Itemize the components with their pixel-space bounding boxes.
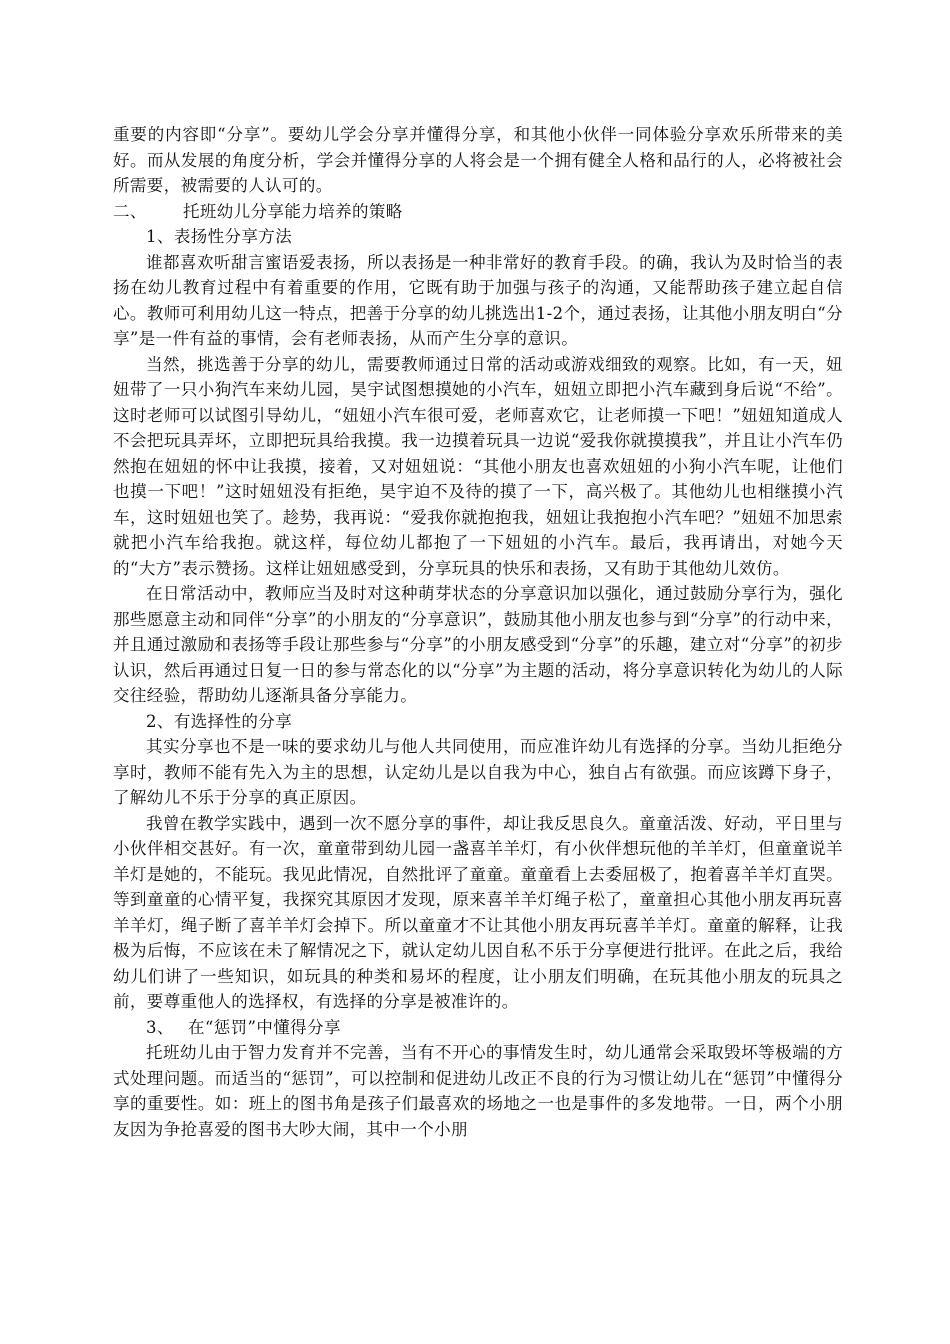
subsection-title: 表扬性分享方法 [173, 227, 293, 246]
subsection-title: 有选择性的分享 [173, 711, 293, 731]
paragraph-selective-sharing: 其实分享也不是一味的要求幼儿与他人共同使用，而应准许幼儿有选择的分享。当幼儿拒绝分享时，教师不能有先入为主的思想，认定幼儿是以自我为中心，独自占有欲强。而应该蹲下身子，了解幼儿不乐于分享的真正原因。 [113, 737, 843, 807]
paragraph-intro: 重要的内容即“分享”。要幼儿学会分享并懂得分享，和其他小伙伴一同体验分享欢乐所带来的美好。而从发展的角度分析，学会并懂得分享的人将会是一个拥有健全人格和品行的人，必将被社会所需要，被需要的人认可的。 [113, 125, 843, 195]
paragraph-praise-method: 谁都喜欢听甜言蜜语爱表扬，所以表扬是一种非常好的教育手段。的确，我认为及时恰当的表扬在幼儿教育过程中有着重要的作用，它既有助于加强与孩子的沟通，又能帮助孩子建立起自信心。教师可利用幼儿这一特点，把善于分享的幼儿挑选出1-2个，通过表扬，让其他小朋友明白“分享”是一件有益的事情，会有老师表扬，从而产生分享的意识。 [113, 252, 843, 348]
section-heading-2 [113, 199, 843, 225]
paragraph-niuniu-story: 当然，挑选善于分享的幼儿，需要教师通过日常的活动或游戏细致的观察。比如，有一天，妞妞带了一只小狗汽车来幼儿园，昊宇试图想摸她的小汽车，妞妞立即把小汽车藏到身后说“不给”。这时老师可以试图引导幼儿，“妞妞小汽车很可爱，老师喜欢它，让老师摸一下吧！”妞妞知道成人不会把玩具弄坏，立即把玩具给我摸。我一边摸着玩具一边说“爱我你就摸摸我”，并且让小汽车仍然抱在妞妞的怀中让我摸，接着，又对妞妞说：“其他小朋友也喜欢妞妞的小狗小汽车呢，让他们也摸一下吧！”这时妞妞没有拒绝，昊宇迫不及待的摸了一下，高兴极了。其他幼儿也相继摸小汽车，这时妞妞也笑了。趁势，我再说：“爱我你就抱抱我，妞妞让我抱抱小汽车吧？”妞妞不加思索就把小汽车给我抱。就这样，每位幼儿都抱了一下妞妞的小汽车。最后，我再请出，对她今天的“大方”表示赞扬。这样让妞妞感受到，分享玩具的快乐和表扬，又有助于其他幼儿效仿。 [113, 354, 843, 578]
paragraph-daily-activities: 在日常活动中，教师应当及时对这种萌芽状态的分享意识加以强化，通过鼓励分享行为，强化那些愿意主动和同伴“分享”的小朋友的“分享意识”，鼓励其他小朋友也参与到“分享”的行动中来，并且通过激励和表扬等手段让那些参与“分享”的小朋友感受到“分享”的乐趣，建立对“分享”的初步认识，然后再通过日复一日的参与常态化的以“分享”为主题的活动，将分享意识转化为幼儿的人际交往经验，帮助幼儿逐渐具备分享能力。 [113, 584, 843, 705]
subsection-number: 1、 [146, 227, 174, 246]
subsection-heading-1 [113, 224, 843, 250]
subsection-heading-3 [113, 1015, 843, 1041]
subsection-title: 在“惩罚”中懂得分享 [188, 1017, 341, 1037]
section-title: 托班幼儿分享能力培养的策略 [183, 201, 403, 221]
paragraph-tongtong-story: 我曾在教学实践中，遇到一次不愿分享的事件，却让我反思良久。童童活泼、好动，平日里与小伙伴相交甚好。有一次，童童带到幼儿园一盏喜羊羊灯，有小伙伴想玩他的羊羊灯，但童童说羊羊灯是她的，不能玩。我见此情况，自然批评了童童。童童看上去委屈极了，抱着喜羊羊灯直哭。等到童童的心情平复，我探究其原因才发现，原来喜羊羊灯绳子松了，童童担心其他小朋友再玩喜羊羊灯，绳子断了喜羊羊灯会掉下。所以童童才不让其他小朋友再玩喜羊羊灯。童童的解释，让我极为后悔，不应该在未了解情况之下，就认定幼儿因自私不乐于分享便进行批评。在此之后，我给幼儿们讲了一些知识，如玩具的种类和易坏的程度，让小朋友们明确，在玩其他小朋友的玩具之前，要尊重他人的选择权，有选择的分享是被准许的。 [113, 813, 843, 1011]
section-number: 二、 [113, 201, 147, 221]
subsection-number: 2、 [146, 711, 174, 731]
subsection-number: 3、 [146, 1017, 174, 1037]
paragraph-punishment: 托班幼儿由于智力发育并不完善，当有不开心的事情发生时，幼儿通常会采取毁坏等极端的方式处理问题。而适当的“惩罚”，可以控制和促进幼儿改正不良的行为习惯让幼儿在“惩罚”中懂得分享的重要性。如：班上的图书角是孩子们最喜欢的场地之一也是事件的多发地带。一日，两个小朋友因为争抢喜爱的图书大吵大闹，其中一个小朋 [113, 1043, 843, 1139]
document-body [113, 122, 843, 1142]
subsection-heading-2 [113, 709, 843, 735]
